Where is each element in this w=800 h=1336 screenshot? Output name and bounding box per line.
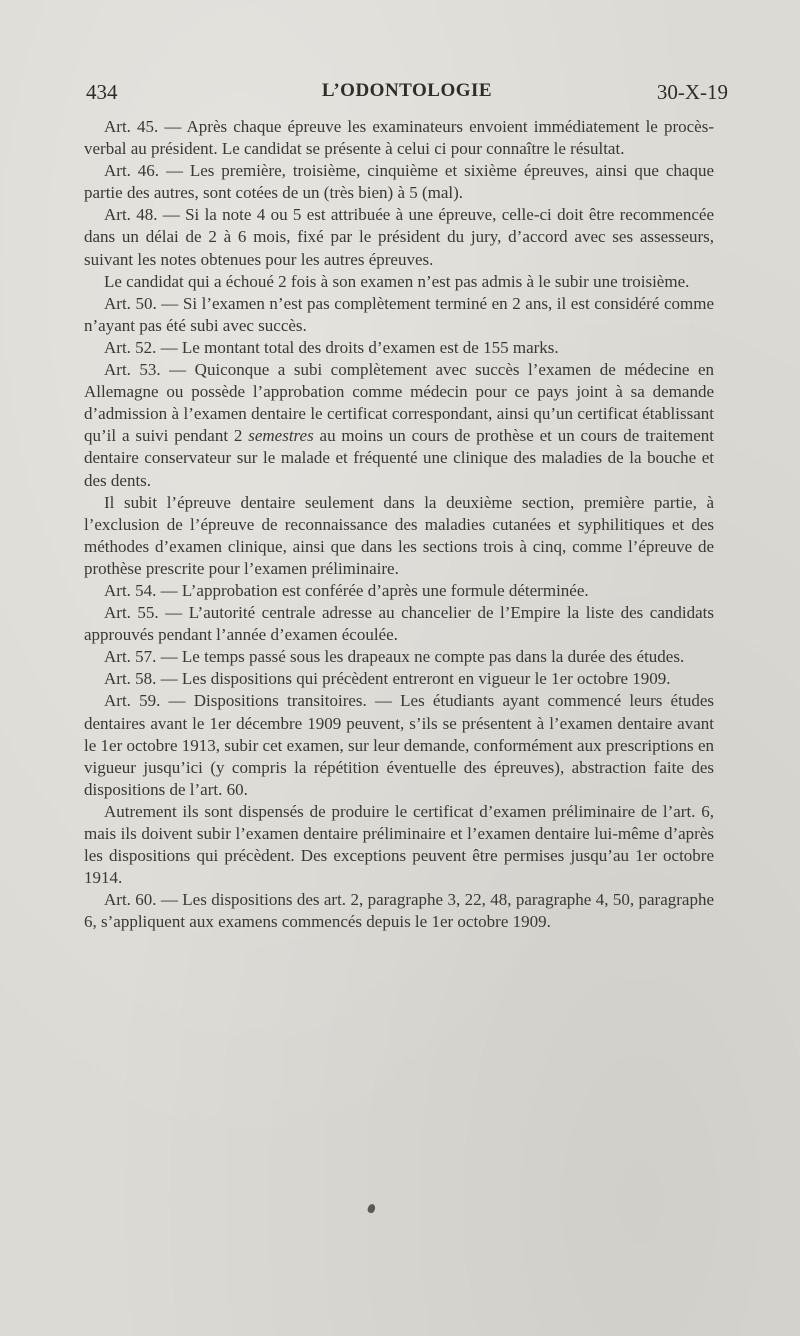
paragraph-art-53-italic: semestres — [248, 426, 314, 446]
paragraph-art-53 — [84, 359, 714, 492]
paragraph-art-48: Art. 48. — Si la note 4 ou 5 est attribuée à une épreuve, celle-ci doit être recommencée dans un délai de 2 à 6 mois, fixé par le président du jury, d’accord avec ses assesseurs, suivant les notes obtenues pour les autres épreuves. — [84, 205, 714, 269]
paragraph-art-46: Art. 46. — Les première, troisième, cinquième et sixième épreuves, ainsi que chaque partie des autres, sont cotées de un (très bien) à 5 (mal). — [84, 161, 714, 203]
ink-mark — [367, 1203, 377, 1214]
running-header — [86, 80, 728, 110]
journal-title: L’ODONTOLOGIE — [321, 80, 493, 101]
paragraph-art-45: Art. 45. — Après chaque épreuve les examinateurs envoient immédiatement le procès-verbal au président. Le candidat se présente à celui ci pour connaître le résultat. — [84, 117, 714, 159]
paragraph-art-55: Art. 55. — L’autorité centrale adresse au chancelier de l’Empire la liste des candidats approuvés pendant l’année d’examen écoulée. — [84, 603, 714, 645]
paragraph-art-54: Art. 54. — L’approbation est conférée d’après une formule déterminée. — [104, 580, 589, 600]
paragraph-art-48-cont: Le candidat qui a échoué 2 fois à son examen n’est pas admis à le subir une troisième. — [104, 271, 690, 291]
paragraph-art-58: Art. 58. — Les dispositions qui précèdent entreront en vigueur le 1er octobre 1909. — [104, 669, 671, 689]
issue-date: 30-X-19 — [656, 80, 728, 104]
paragraph-art-53-text-a: Art. 53. — Quiconque a subi complètement avec succès l’examen de médecine en Allemagne ou possède l’approbation comme médecin pour ce pays joint à sa demande d’admission à l’examen dentaire le certificat correspondant, ainsi qu’un certificat établissant qu’il a suivi pendant 2 — [84, 360, 714, 446]
paragraph-art-52: Art. 52. — Le montant total des droits d’examen est de 155 marks. — [104, 337, 559, 357]
paragraph-art-57: Art. 57. — Le temps passé sous les drapeaux ne compte pas dans la durée des études. — [104, 647, 685, 667]
paragraph-art-53-cont: Il subit l’épreuve dentaire seulement dans la deuxième section, première partie, à l’exclusion de l’épreuve de reconnaissance des maladies cutanées et syphilitiques et des méthodes d’examen clinique, ainsi que dans les sections trois à cinq, comme l’épreuve de prothèse prescrite pour l’examen préliminaire. — [84, 492, 714, 578]
page-number: 434 — [86, 80, 118, 104]
paragraph-art-59-cont: Autrement ils sont dispensés de produire le certificat d’examen préliminaire de l’art. 6, mais ils doivent subir l’examen dentaire préliminaire et l’examen dentaire lui-même d’après les dispositions qui précèdent. Des exceptions peuvent être permises jusqu’au 1er octobre 1914. — [84, 801, 714, 888]
paragraph-art-53-text-b: au moins un cours de prothèse et un cours de traitement dentaire conservateur sur le malade et fréquenté une clinique des maladies de la bouche et des dents. — [84, 426, 714, 490]
paragraph-art-60: Art. 60. — Les dispositions des art. 2, paragraphe 3, 22, 48, paragraphe 4, 50, paragraphe 6, s’appliquent aux examens commencés depuis le 1er octobre 1909. — [84, 890, 714, 932]
paragraph-art-50: Art. 50. — Si l’examen n’est pas complètement terminé en 2 ans, il est considéré comme n’ayant pas été subi avec succès. — [84, 293, 714, 335]
paragraph-art-59: Art. 59. — Dispositions transitoires. — Les étudiants ayant commencé leurs études dentaires avant le 1er décembre 1909 peuvent, s’ils se présentent à l’examen dentaire avant le 1er octobre 1913, subir cet examen, sur leur demande, conformément aux prescriptions en vigueur jusqu’ici (y compris la répétition éventuelle des épreuves), abstraction faite des dispositions de l’art. 60. — [84, 691, 714, 799]
article-body — [84, 116, 714, 933]
